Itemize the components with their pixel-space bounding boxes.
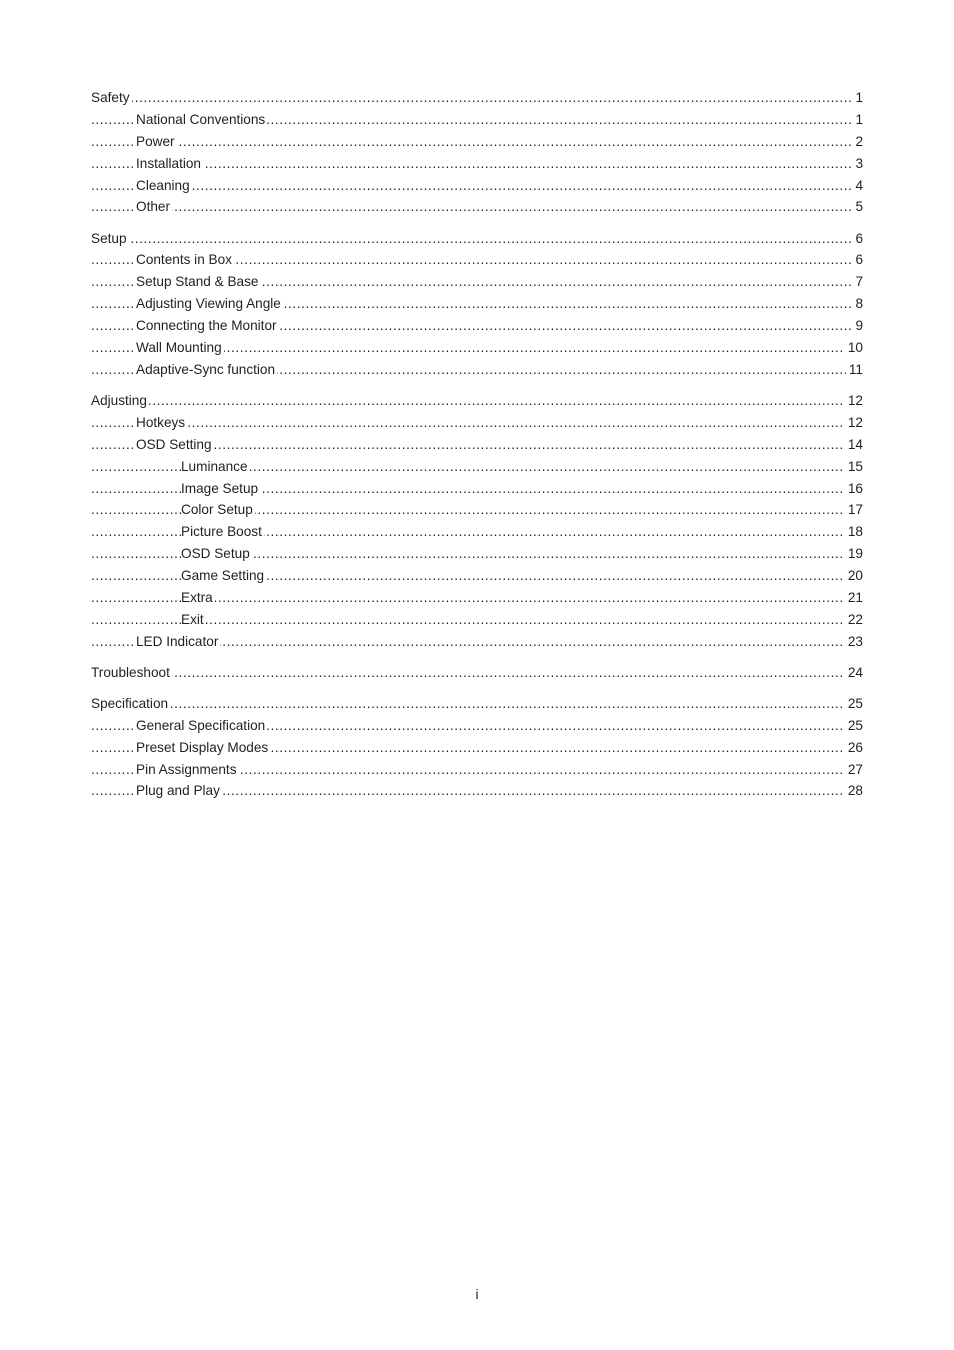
toc-entry[interactable]: [91, 315, 863, 337]
toc-entry-title: Setup: [91, 230, 127, 246]
toc-entry-title: Cleaning: [136, 177, 190, 193]
toc-entry[interactable]: [91, 109, 863, 131]
toc-entry-title: Image Setup: [181, 480, 259, 496]
toc-entry-title: OSD Setting: [136, 436, 212, 452]
toc-entry-page: 8: [852, 293, 863, 315]
toc-entry-page: 10: [845, 337, 863, 359]
toc-entry-page: 1: [852, 87, 863, 109]
toc-entry-title: Plug and Play: [136, 783, 220, 799]
toc-entry[interactable]: [91, 609, 863, 631]
toc-entry[interactable]: [91, 759, 863, 781]
toc-entry[interactable]: [91, 390, 863, 412]
toc-entry-title: Picture Boost: [181, 524, 262, 540]
dot-leader: [91, 153, 863, 175]
toc-entry-title: Preset Display Modes: [136, 739, 269, 755]
toc-entry-page: 9: [852, 315, 863, 337]
toc-entry-title: Extra: [181, 589, 213, 605]
dot-leader: [91, 412, 863, 434]
toc-entry[interactable]: [91, 456, 863, 478]
toc-entry-page: 20: [845, 565, 863, 587]
toc-entry[interactable]: [91, 565, 863, 587]
toc-entry-page: 12: [845, 412, 863, 434]
toc-entry-page: 6: [852, 249, 863, 271]
toc-entry-page: 7: [852, 271, 863, 293]
dot-leader: [91, 175, 863, 197]
toc-entry[interactable]: [91, 228, 863, 250]
toc-entry-title: Wall Mounting: [136, 339, 222, 355]
dot-leader: [91, 196, 863, 218]
toc-entry[interactable]: [91, 87, 863, 109]
toc-entry-page: 26: [845, 737, 863, 759]
toc-entry-page: 27: [845, 759, 863, 781]
dot-leader: [91, 609, 863, 631]
toc-entry-title: Adjusting: [91, 392, 147, 408]
toc-entry[interactable]: [91, 359, 863, 381]
dot-leader: [91, 87, 863, 109]
toc-entry-page: 22: [845, 609, 863, 631]
toc-entry-page: 21: [845, 587, 863, 609]
toc-entry[interactable]: [91, 543, 863, 565]
dot-leader: [91, 131, 863, 153]
toc-entry-title: Hotkeys: [136, 414, 186, 430]
toc-entry-page: 6: [852, 228, 863, 250]
toc-entry[interactable]: [91, 631, 863, 653]
toc-entry-title: LED Indicator: [136, 633, 219, 649]
toc-entry[interactable]: [91, 662, 863, 684]
toc-entry-title: Pin Assignments: [136, 761, 237, 777]
toc-entry-page: 18: [845, 521, 863, 543]
toc-entry[interactable]: [91, 521, 863, 543]
toc-entry[interactable]: [91, 153, 863, 175]
toc-entry-page: 28: [845, 780, 863, 802]
toc-entry-title: Game Setting: [181, 568, 265, 584]
toc-entry-page: 25: [845, 715, 863, 737]
toc-entry-title: Specification: [91, 695, 169, 711]
toc-entry-page: 11: [846, 359, 863, 381]
toc-entry[interactable]: [91, 196, 863, 218]
toc-entry-page: 3: [852, 153, 863, 175]
toc-entry[interactable]: [91, 693, 863, 715]
toc-entry[interactable]: [91, 337, 863, 359]
toc-entry[interactable]: [91, 478, 863, 500]
toc-entry-title: OSD Setup: [181, 546, 250, 562]
toc-entry[interactable]: [91, 434, 863, 456]
toc-entry-page: 12: [845, 390, 863, 412]
toc-entry[interactable]: [91, 412, 863, 434]
toc-entry-title: Other: [136, 199, 170, 215]
toc-entry-title: Exit: [181, 611, 204, 627]
toc-entry[interactable]: [91, 249, 863, 271]
page-number: i: [475, 1287, 479, 1302]
toc-entry-page: 25: [845, 693, 863, 715]
toc-entry-page: 14: [845, 434, 863, 456]
toc-entry[interactable]: [91, 780, 863, 802]
toc-entry-page: 5: [852, 196, 863, 218]
toc-entry-page: 16: [845, 478, 863, 500]
dot-leader: [91, 390, 863, 412]
toc-entry[interactable]: [91, 587, 863, 609]
toc-entry-title: Installation: [136, 155, 201, 171]
toc-entry[interactable]: [91, 175, 863, 197]
table-of-contents: [91, 87, 863, 802]
toc-entry-title: Adjusting Viewing Angle: [136, 296, 281, 312]
toc-entry-title: Luminance: [181, 458, 248, 474]
toc-entry-page: 19: [845, 543, 863, 565]
toc-entry[interactable]: [91, 293, 863, 315]
toc-entry-title: Connecting the Monitor: [136, 318, 277, 334]
dot-leader: [91, 228, 863, 250]
toc-entry-page: 24: [845, 662, 863, 684]
toc-entry[interactable]: [91, 499, 863, 521]
dot-leader: [91, 693, 863, 715]
dot-leader: [91, 662, 863, 684]
toc-entry-title: Safety: [91, 90, 130, 105]
toc-entry-title: Adaptive-Sync function: [136, 361, 276, 377]
toc-entry-page: 23: [845, 631, 863, 653]
toc-entry-title: Color Setup: [181, 502, 253, 518]
toc-entry-title: Power: [136, 133, 175, 149]
toc-entry-title: Contents in Box: [136, 252, 232, 268]
toc-entry-page: 17: [845, 499, 863, 521]
toc-entry-title: Troubleshoot: [91, 664, 170, 680]
toc-entry[interactable]: [91, 715, 863, 737]
toc-entry-page: 2: [852, 131, 863, 153]
toc-entry-title: Setup Stand & Base: [136, 274, 259, 290]
toc-entry-page: 15: [845, 456, 863, 478]
toc-entry[interactable]: [91, 131, 863, 153]
toc-entry-title: National Conventions: [136, 111, 266, 127]
toc-entry-title: General Specification: [136, 717, 266, 733]
toc-entry-page: 4: [852, 175, 863, 197]
toc-entry[interactable]: [91, 271, 863, 293]
toc-entry[interactable]: [91, 737, 863, 759]
toc-entry-page: 1: [852, 109, 863, 131]
